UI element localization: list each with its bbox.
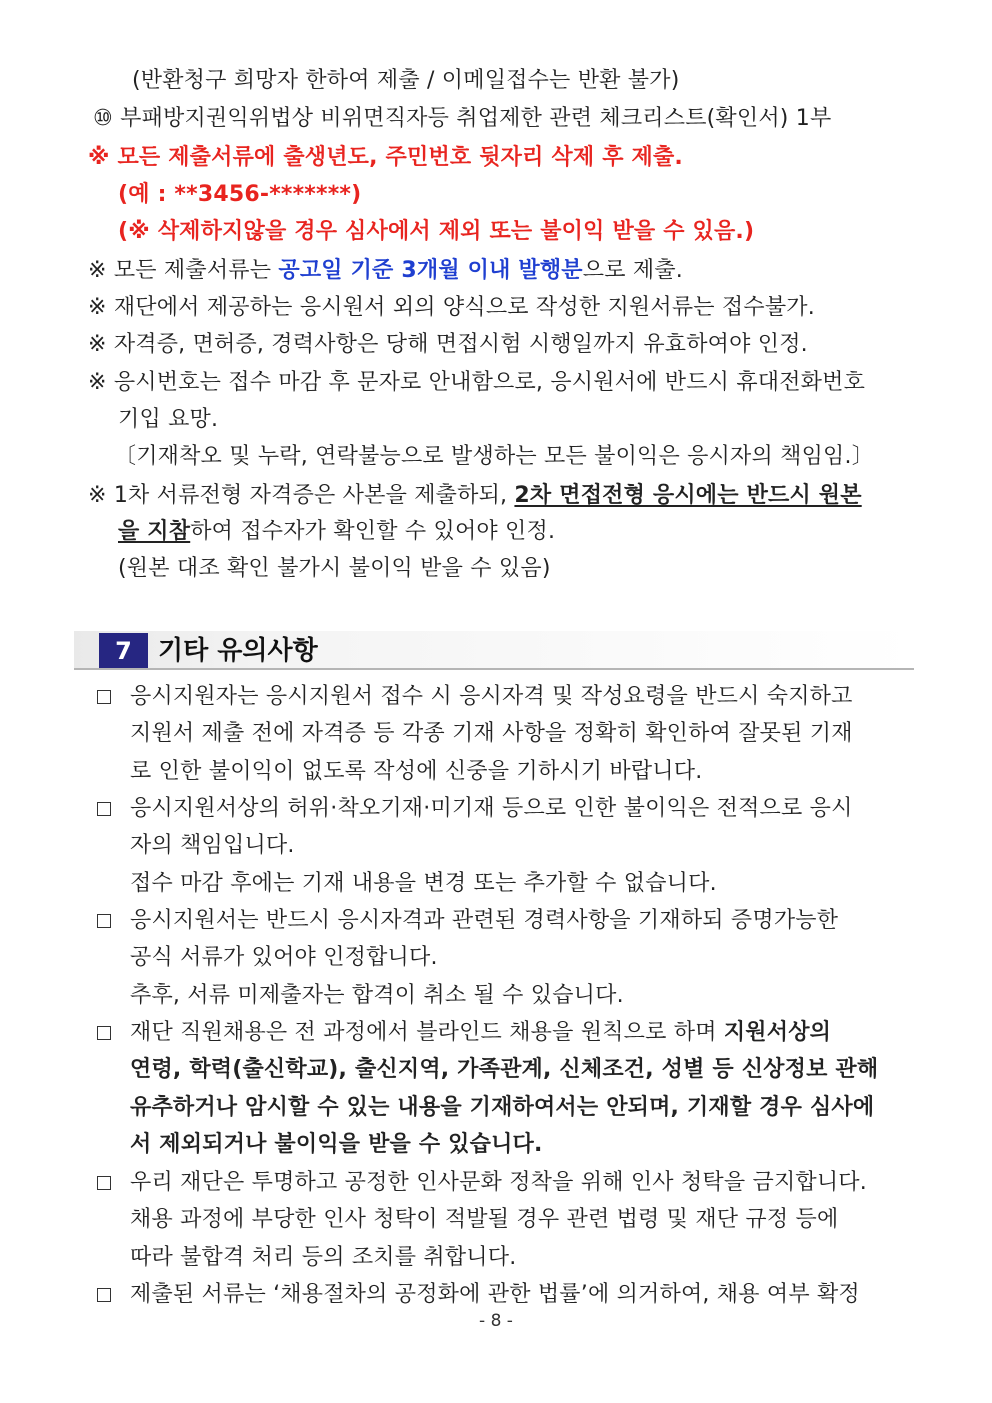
bullet-5-line-3: 따라 불합격 처리 등의 조치를 취합니다. [130, 1245, 517, 1270]
checkbox-bullet-icon [97, 914, 111, 928]
bullet-4-line-4: 서 제외되거나 불이익을 받을 수 있습니다. [130, 1132, 543, 1157]
bullet-5-line-1: 우리 재단은 투명하고 공정한 인사문화 정착을 위해 인사 청탁을 금지합니다. [130, 1170, 867, 1195]
line-item-10: ⑩ 부패방지권익위법상 비위면직자등 취업제한 관련 체크리스트(확인서) 1부 [93, 106, 832, 131]
bullet-4-line-3: 유추하거나 암시할 수 있는 내용을 기재하여서는 안되며, 기재할 경우 심사에 [130, 1095, 875, 1120]
bullet-2-line-2: 자의 책임입니다. [130, 833, 295, 858]
checkbox-bullet-icon [97, 1026, 111, 1040]
bullet-1-line-3: 로 인한 불이익이 없도록 작성에 신중을 기하시기 바랍니다. [130, 759, 703, 784]
line-original-docs-emphasis-cont: 을 지참 [118, 519, 191, 544]
line-original-docs-suffix: 하여 접수자가 확인할 수 있어야 인정. [190, 519, 556, 544]
line-refund-note: (반환청구 희망자 한하여 제출 / 이메일접수는 반환 불가) [132, 68, 680, 93]
bullet-3-line-3: 추후, 서류 미제출자는 합격이 취소 될 수 있습니다. [130, 983, 624, 1008]
bullet-4-line-1 [130, 1018, 831, 1048]
line-original-docs-cont [118, 517, 555, 547]
checkbox-bullet-icon [97, 690, 111, 704]
bullet-4-line-1-bold: 지원서상의 [723, 1020, 832, 1045]
page-number: - 8 - [479, 1311, 513, 1331]
line-issue-date-highlight: 공고일 기준 3개월 이내 발행분 [278, 258, 583, 283]
line-warning-penalty: (※ 삭제하지않을 경우 심사에서 제외 또는 불이익 받을 수 있음.) [118, 219, 755, 244]
line-issue-date-prefix: ※ 모든 제출서류는 [88, 258, 279, 283]
line-responsibility: 〔기재착오 및 누락, 연락불능으로 발생하는 모든 불이익은 응시자의 책임임.〕 [114, 444, 874, 469]
line-exam-number: ※ 응시번호는 접수 마감 후 문자로 안내함으로, 응시원서에 반드시 휴대전화번호 [88, 370, 866, 395]
line-original-docs-emphasis: 2차 면접전형 응시에는 반드시 원본 [514, 483, 862, 508]
bullet-4-line-1-text: 재단 직원채용은 전 과정에서 블라인드 채용을 원칙으로 하며 [130, 1020, 724, 1045]
section-header-underline [74, 668, 914, 670]
bullet-3-line-2: 공식 서류가 있어야 인정합니다. [130, 945, 438, 970]
line-warning-delete: ※ 모든 제출서류에 출생년도, 주민번호 뒷자리 삭제 후 제출. [88, 145, 683, 170]
bullet-2-line-1: 응시지원서상의 허위·착오기재·미기재 등으로 인한 불이익은 전적으로 응시 [130, 796, 853, 821]
line-warning-example: (예 : **3456-*******) [118, 182, 362, 207]
bullet-4-line-2: 연령, 학력(출신학교), 출신지역, 가족관계, 신체조건, 성별 등 신상정보 관해 [130, 1057, 879, 1082]
line-form-rule: ※ 재단에서 제공하는 응시원서 외의 양식으로 작성한 지원서류는 접수불가. [88, 295, 815, 320]
bullet-5-line-2: 채용 과정에 부당한 인사 청탁이 적발될 경우 관련 법령 및 재단 규정 등에 [130, 1207, 839, 1232]
checkbox-bullet-icon [97, 802, 111, 816]
line-exam-number-cont: 기입 요망. [118, 407, 219, 432]
section-title: 기타 유의사항 [158, 636, 318, 666]
line-original-docs-prefix: ※ 1차 서류전형 자격증은 사본을 제출하되, [88, 483, 515, 508]
section-number-badge: 7 [99, 633, 148, 668]
line-original-docs [88, 481, 862, 511]
bullet-6-line-1: 제출된 서류는 ‘채용절차의 공정화에 관한 법률’에 의거하여, 채용 여부 확정 [130, 1282, 860, 1307]
bullet-2-line-3: 접수 마감 후에는 기재 내용을 변경 또는 추가할 수 없습니다. [130, 871, 717, 896]
line-issue-date [88, 256, 683, 286]
checkbox-bullet-icon [97, 1176, 111, 1190]
line-validity-rule: ※ 자격증, 면허증, 경력사항은 당해 면접시험 시행일까지 유효하여야 인정. [88, 332, 808, 357]
line-issue-date-suffix: 으로 제출. [582, 258, 683, 283]
bullet-3-line-1: 응시지원서는 반드시 응시자격과 관련된 경력사항을 기재하되 증명가능한 [130, 908, 839, 933]
line-original-check: (원본 대조 확인 불가시 불이익 받을 수 있음) [118, 556, 551, 581]
checkbox-bullet-icon [97, 1288, 111, 1302]
bullet-1-line-1: 응시지원자는 응시지원서 접수 시 응시자격 및 작성요령을 반드시 숙지하고 [130, 684, 853, 709]
bullet-1-line-2: 지원서 제출 전에 자격증 등 각종 기재 사항을 정확히 확인하여 잘못된 기재 [130, 721, 853, 746]
